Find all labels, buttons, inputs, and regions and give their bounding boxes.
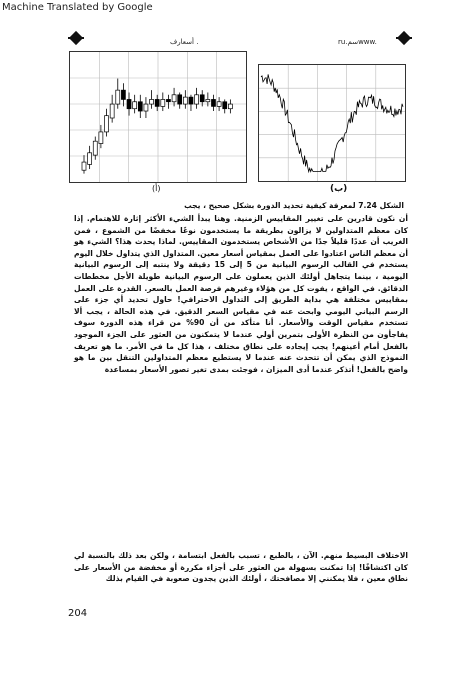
candle-body (217, 102, 221, 107)
candle-body (88, 153, 92, 165)
candle-body (138, 102, 142, 111)
candle-body (189, 97, 193, 104)
candlestick-chart (69, 51, 247, 183)
page-number: 204 (68, 608, 88, 619)
candle-body (211, 99, 215, 106)
header-left-text: ru.سمwww. (338, 38, 377, 46)
candle-body (183, 97, 187, 104)
figure-label-b: (ب) (330, 184, 348, 194)
ornament-left-icon (70, 32, 82, 44)
candle-body (82, 162, 86, 170)
candle-body (133, 102, 137, 109)
candle-body (150, 99, 154, 104)
line-chart (258, 64, 406, 182)
figure-label-a: (أ) (152, 184, 161, 193)
candle-body (223, 102, 227, 109)
candle-body (172, 95, 176, 102)
candle-body (121, 90, 125, 99)
candle-body (144, 104, 148, 111)
figure-caption: الشكل 7.24 لمعرفة كيفية تحديد الدورة بشكل صحيح ، يجب (184, 201, 404, 210)
candle-body (93, 141, 97, 155)
header-right-text: أسعارف . (170, 38, 199, 46)
candle-body (228, 104, 232, 109)
candle-body (110, 104, 114, 118)
candle-body (178, 95, 182, 104)
candle-body (116, 90, 120, 104)
candle-body (161, 99, 165, 106)
candle-body (206, 99, 210, 101)
candle-body (200, 95, 204, 102)
candle-body (166, 99, 170, 101)
line-chart-svg (259, 65, 405, 181)
candle-body (99, 132, 103, 144)
price-line (261, 74, 403, 171)
machine-translated-banner: Machine Translated by Google (2, 2, 153, 13)
candle-body (155, 99, 159, 106)
candle-body (195, 95, 199, 104)
candlestick-svg (70, 52, 246, 182)
candle-body (127, 99, 131, 108)
body-paragraph-bottom: الاختلاف البسيط منهم. الآن ، بالطبع ، تسبب بالفعل ابتسامة ، ولكن بعد ذلك بالنسبة لي كان اكتشافًا! إذا تمكنت بسهولة من العثور على أجزاء مكررة أو مخفضة من الأسعار على نطاق معين ، فلا يمكنني إلا مصافحتك ، أولئك الذين يجدون صعوبة في القيام بذلك (74, 551, 408, 584)
body-paragraph-top: أن نكون قادرين على تغيير المقاييس الزمنية. وهنا يبدأ الشيء الأكثر إثارة للاهتمام. إذا كان معظم المتداولين لا يزالون بطريقة ما يستخدمون نوعًا مخفضًا من الشموع ، فمن الغريب أن عددًا قليلاً جدًا من الأشخاص يستخدمون المقاييس. لماذا يحدث هذا؟ الشيء هو أن معظم الناس اعتادوا على العمل بمقياس أسعار معين. المتداول الذي يتداول خلال اليوم يستخدم في القالب الرسوم البيانية من 5 إلى 15 دقيقة ولا ينتبه إلى الرسوم البيانية اليومية ، بينما يتجاهل أولئك الذين يعملون على الرسوم البيانية طويلة الأجل مخططات الدقائق. في الواقع ، يفوت كل من هؤلاء وغيرهم فرصة العمل بالسعر. القدرة على العمل بمقاييس مختلفة هي بداية الطريق إلى التداول الاحترافي! حاول تحديد أي جزء على الرسم البياني اليومي وابحث عنه في مقياس السعر الدقيق. في هذه الحالة ، يجب ألا تستخدم مقياس الوقت والأسعار. أنا متأكد من أن 90% من قراء هذه الدورة سوف يفاجأون من النظرة الأولى بتمرين أولي عندما لا يتمكنون من العثور على الجزء الموجود بالفعل أمام أعينهم! يجب إيجاده على نطاق مختلف ، هذا كل ما في الأمر. ما هو تعريف النموذج الذي يمكن أن تتحدث عنه عندما لا يستطيع معظم المتداولين التنقل بين ما هو واضح بالفعل! أتذكر عندما أدى الميزان ، فوجئت بمدى تغير تصور الأسعار بمساعدة (74, 214, 408, 374)
ornament-right-icon (398, 32, 410, 44)
candle-body (105, 116, 109, 132)
